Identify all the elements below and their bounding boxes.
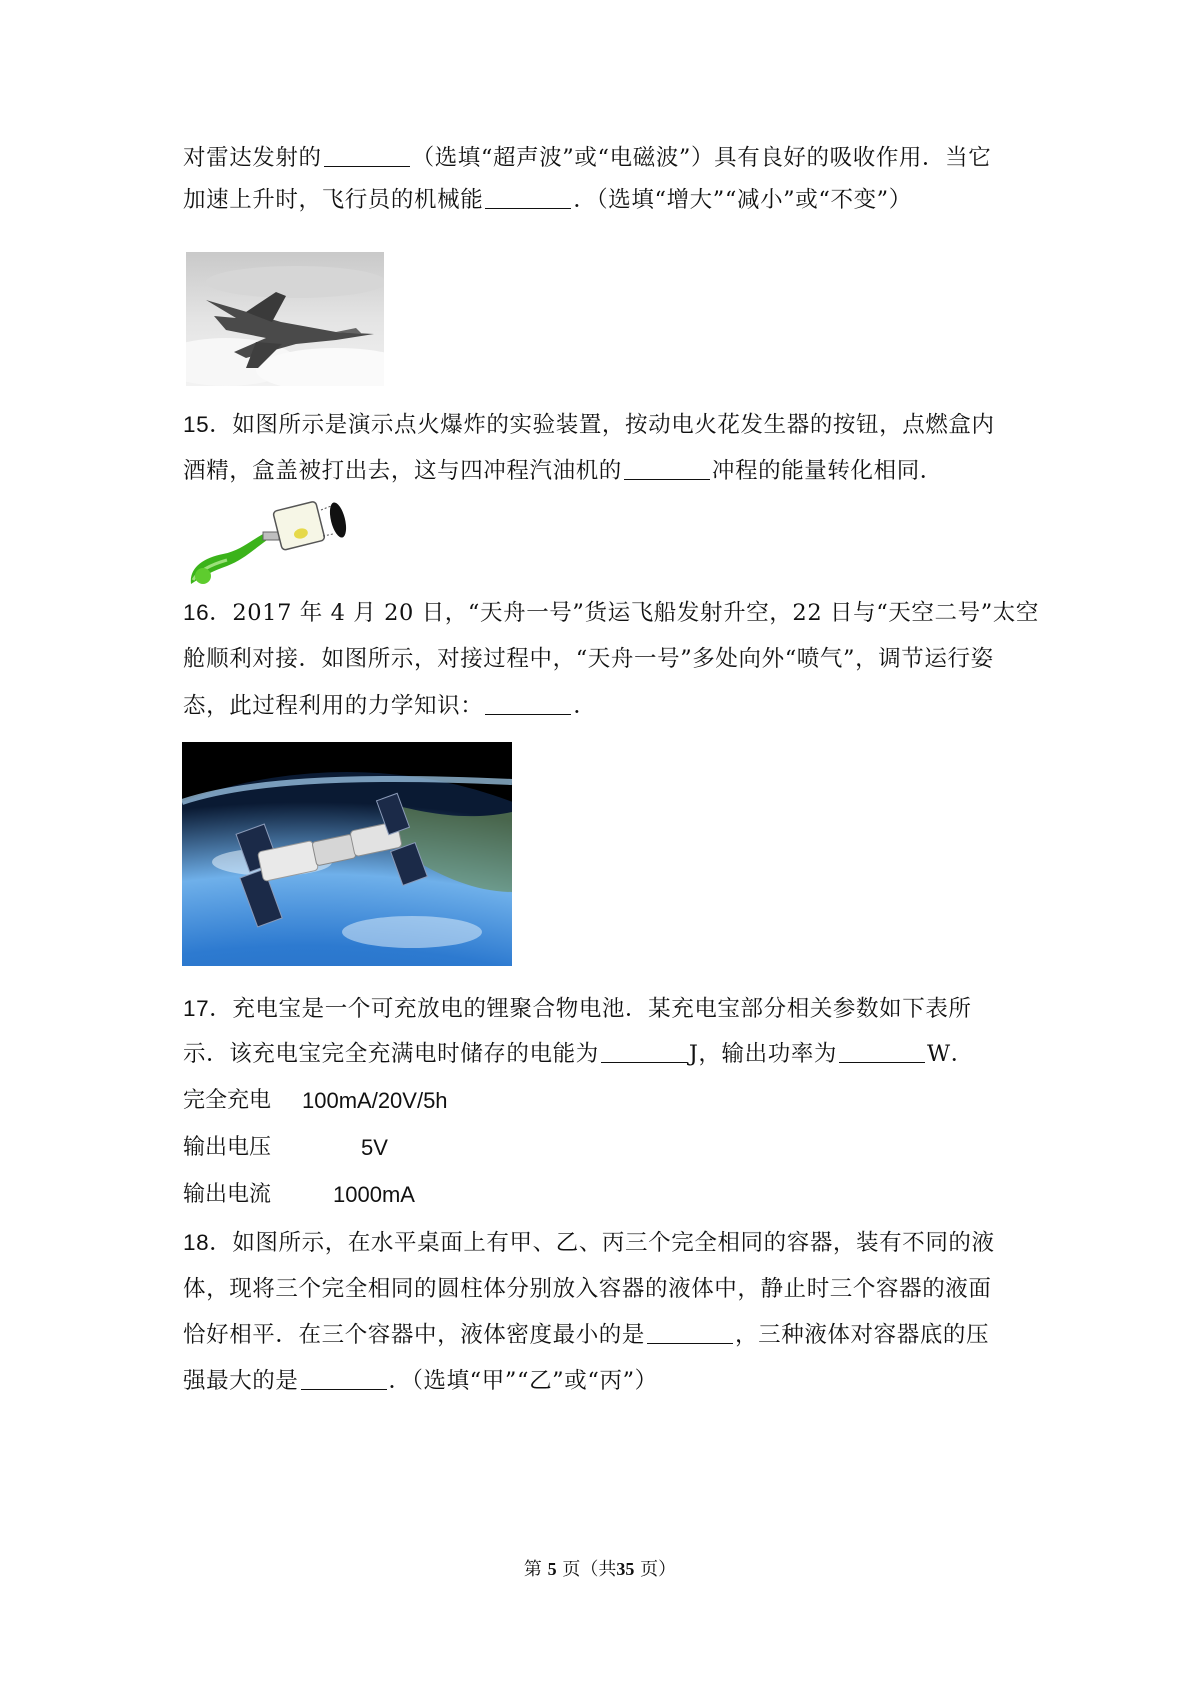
q18-text: ，三种液体对容器底的压 [735,1322,990,1348]
q15-line-2 [183,455,1023,487]
page-number: 5 [547,1559,557,1579]
q14-text: 对雷达发射的 [183,145,322,171]
param-label: 完全充电 [183,1088,272,1113]
param-value: 1000mA [333,1182,415,1207]
answer-blank[interactable] [839,1040,925,1063]
q18-line-2 [183,1273,1023,1305]
param-label: 输出电压 [183,1135,272,1160]
q16-text: ． [573,693,597,719]
q17-text: ．充电宝是一个可充放电的锂聚合物电池．某充电宝部分相关参数如下表所 [209,996,972,1022]
page-footer [0,1557,1200,1582]
q14-line-2 [183,184,1023,216]
q16-line-3 [183,690,1023,722]
q18-text: ．如图所示，在水平桌面上有甲、乙、丙三个完全相同的容器，装有不同的液 [209,1230,995,1256]
q17-line-2 [183,1038,1023,1070]
q18-text: 强最大的是 [183,1368,299,1394]
question-number: 18 [183,1230,210,1255]
answer-blank[interactable] [647,1321,733,1344]
param-row [183,1133,583,1163]
spark-igniter-figure [183,496,355,589]
q14-line-1 [183,142,1023,174]
q16-text: 舱顺利对接．如图所示，对接过程中，“天舟一号”多处向外“喷气”，调节运行姿 [183,646,994,672]
answer-blank[interactable] [624,457,710,480]
fighter-jet-figure [186,252,384,386]
param-row [183,1180,583,1210]
q18-text: 体，现将三个完全相同的圆柱体分别放入容器的液体中，静止时三个容器的液面 [183,1276,992,1302]
param-row [183,1086,583,1116]
answer-blank[interactable] [601,1040,687,1063]
q14-text: （选填“超声波”或“电磁波”）具有良好的吸收作用．当它 [411,145,992,171]
q18-line-1 [183,1227,1023,1259]
q17-text: W． [927,1041,974,1067]
question-number: 15 [183,412,210,437]
param-value: 5V [361,1135,388,1160]
answer-blank[interactable] [485,692,571,715]
q18-text: ．（选填“甲”“乙”或“丙”） [388,1368,658,1394]
q16-text: ．2017 年 4 月 20 日，“天舟一号”货运飞船发射升空，22 日与“天空二号”太空 [209,600,1039,626]
q17-line-1 [183,993,1023,1025]
param-value: 100mA/20V/5h [302,1088,448,1113]
answer-blank[interactable] [485,186,571,209]
footer-text: 页） [640,1559,677,1580]
question-number: 16 [183,600,210,625]
q18-line-3 [183,1319,1023,1351]
q14-text: 加速上升时，飞行员的机械能 [183,187,484,213]
q17-text: J，输出功率为 [688,1041,838,1067]
footer-text: 第 [523,1559,542,1580]
q16-line-2 [183,643,1023,675]
q15-text: ．如图所示是演示点火爆炸的实验装置，按动电火花发生器的按钮，点燃盒内 [209,412,995,438]
q15-text: 冲程的能量转化相同． [711,458,943,484]
q14-text: ．（选填“增大”“减小”或“不变”） [573,187,912,213]
q15-line-1 [183,409,1023,441]
param-label: 输出电流 [183,1182,272,1207]
q17-text: 示．该充电宝完全充满电时储存的电能为 [183,1041,599,1067]
answer-blank[interactable] [324,144,410,167]
q16-line-1 [183,597,1039,629]
footer-text: 页（共 [562,1559,617,1580]
question-number: 17 [183,996,210,1021]
q18-text: 恰好相平．在三个容器中，液体密度最小的是 [183,1322,646,1348]
answer-blank[interactable] [301,1367,387,1390]
space-station-figure [182,742,512,966]
q16-text: 态，此过程利用的力学知识： [183,693,484,719]
q15-text: 酒精，盒盖被打出去，这与四冲程汽油机的 [183,458,622,484]
page-total: 35 [616,1559,635,1579]
q18-line-4 [183,1365,1023,1397]
